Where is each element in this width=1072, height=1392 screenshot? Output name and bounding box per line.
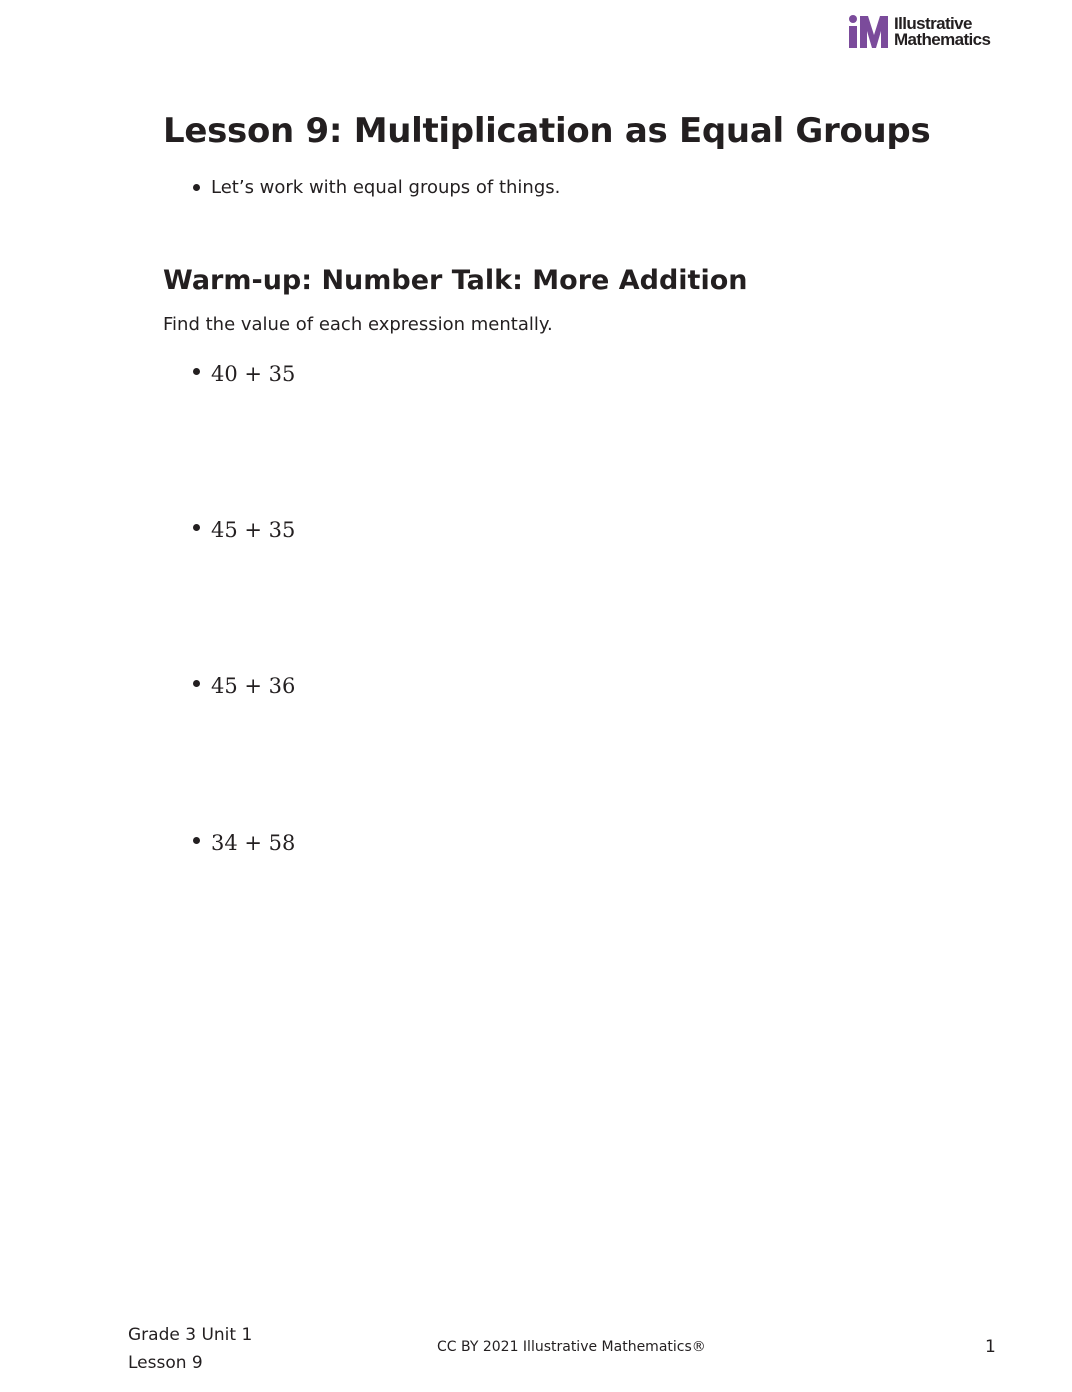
footer-course-info — [128, 1321, 252, 1377]
warmup-instructions: Find the value of each expression mentally. — [163, 314, 553, 335]
lesson-title: Lesson 9: Multiplication as Equal Groups — [163, 111, 931, 151]
footer-license: CC BY 2021 Illustrative Mathematics® — [437, 1339, 706, 1355]
lesson-goals — [190, 177, 560, 198]
footer-grade-unit: Grade 3 Unit 1 — [128, 1325, 253, 1345]
lesson-goal-item: Let’s work with equal groups of things. — [190, 177, 560, 198]
expression-item: 45 + 36 — [190, 674, 295, 698]
page-number: 1 — [985, 1337, 996, 1357]
illustrative-mathematics-logo — [848, 14, 990, 50]
expression-item: 34 + 58 — [190, 831, 295, 855]
logo-line-2: Mathematics — [894, 30, 991, 49]
logo-wordmark — [894, 16, 990, 48]
warmup-title: Warm-up: Number Talk: More Addition — [163, 265, 748, 296]
expression-item: 40 + 35 — [190, 362, 295, 386]
im-logo-icon — [848, 15, 888, 49]
logo-line-1: Illustrative — [894, 14, 972, 33]
footer-lesson: Lesson 9 — [128, 1353, 203, 1373]
expression-item: 45 + 35 — [190, 518, 295, 542]
